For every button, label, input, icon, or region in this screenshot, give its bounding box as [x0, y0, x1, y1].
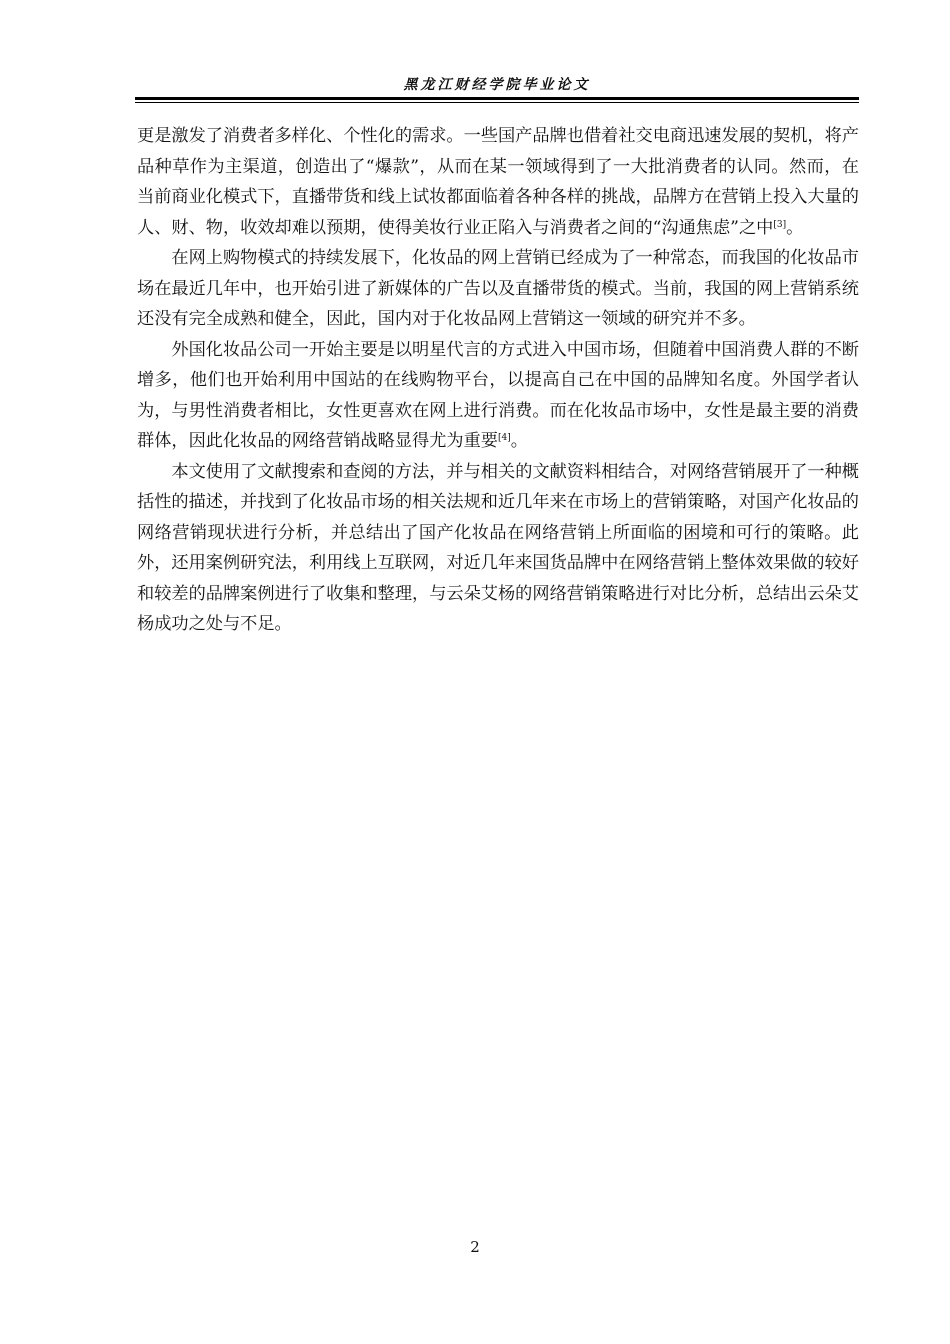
header-rule-thick [135, 97, 859, 100]
paragraph-1-tail: 。 [786, 217, 804, 238]
header-rule-thin [135, 102, 859, 103]
citation-4[interactable]: [4] [497, 433, 511, 443]
paragraph-1-text: 更是激发了消费者多样化、个性化的需求。一些国产品牌也借着社交电商迅速发展的契机，将产品种草作为主渠道，创造出了“爆款”，从而在某一领域得到了一大批消费者的认同。然而，在当前商业化模式下，直播带货和线上试妆都面临着各种各样的挑战，品牌方在营销上投入大量的人、财、物，收效却难以预期，使得美妆行业正陷入与消费者之间的“沟通焦虑”之中 [137, 126, 859, 238]
paragraph-3 [137, 335, 859, 457]
citation-3[interactable]: [3] [773, 219, 787, 230]
body-text [137, 121, 859, 640]
paragraph-2: 在网上购物模式的持续发展下，化妆品的网上营销已经成为了一种常态，而我国的化妆品市场在最近几年中，也开始引进了新媒体的广告以及直播带货的模式。当前，我国的网上营销系统还没有完全成熟和健全，因此，国内对于化妆品网上营销这一领域的研究并不多。 [137, 248, 859, 329]
paragraph-4: 本文使用了文献搜索和查阅的方法，并与相关的文献资料相结合，对网络营销展开了一种概括性的描述，并找到了化妆品市场的相关法规和近几年来在市场上的营销策略，对国产化妆品的网络营销现状进行分析，并总结出了国产化妆品在网络营销上所面临的困境和可行的策略。此外，还用案例研究法，利用线上互联网，对近几年来国货品牌中在网络营销上整体效果做的较好和较差的品牌案例进行了收集和整理，与云朵艾杨的网络营销策略进行对比分析，总结出云朵艾杨成功之处与不足。 [137, 461, 859, 634]
page-number: 2 [470, 1238, 480, 1256]
paragraph-1 [137, 121, 859, 243]
running-header: 黑龙江财经学院毕业论文 [403, 77, 591, 93]
paragraph-3-text: 外国化妆品公司一开始主要是以明星代言的方式进入中国市场，但随着中国消费人群的不断增多，他们也开始利用中国站的在线购物平台，以提高自己在中国的品牌知名度。外国学者认为，与男性消费者相比，女性更喜欢在网上进行消费。而在化妆品市场中，女性是最主要的消费群体，因此化妆品的网络营销战略显得尤为重要 [137, 339, 859, 451]
paragraph-3-tail: 。 [510, 431, 528, 451]
